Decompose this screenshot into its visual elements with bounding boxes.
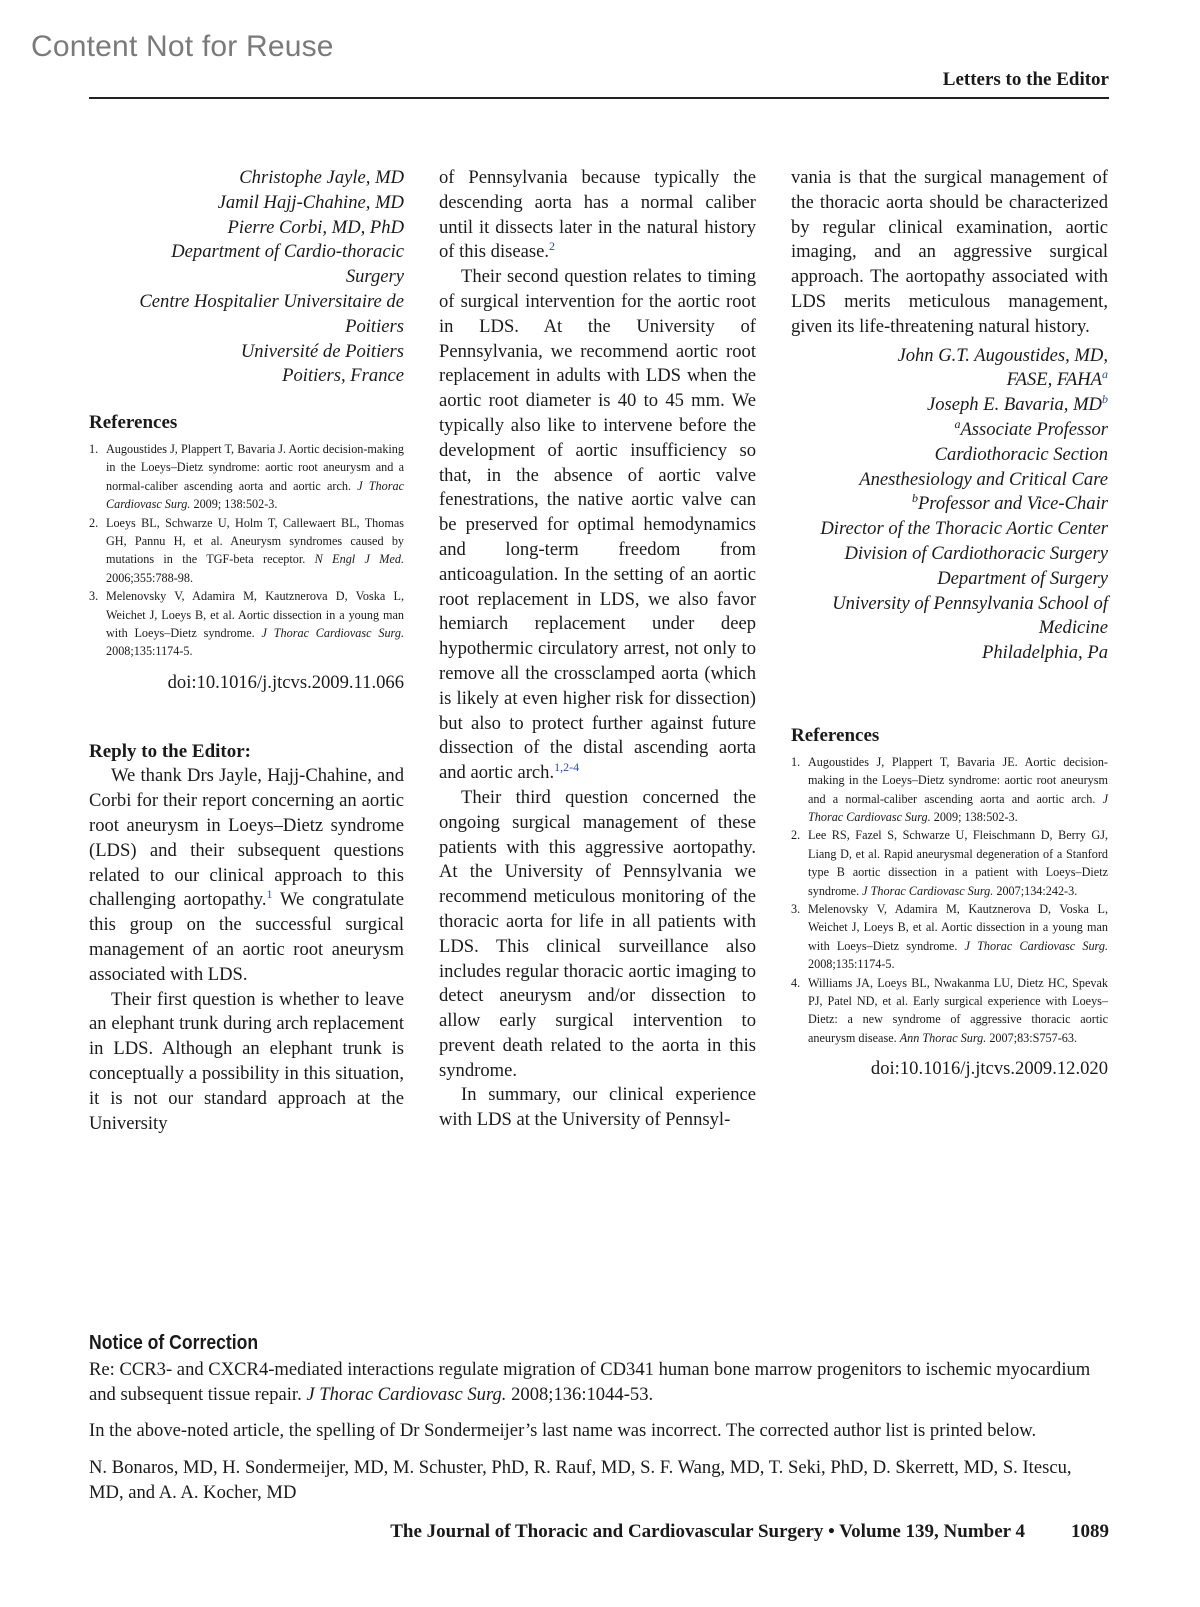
doi-line[interactable]: doi:10.1016/j.jtcvs.2009.12.020: [870, 1058, 1108, 1080]
citation-link[interactable]: 1,2-4: [554, 759, 580, 774]
references-heading: References: [89, 412, 178, 434]
signature-block-2: [791, 344, 1108, 666]
signature-line: Poitiers: [345, 315, 404, 337]
notice-author-list: N. Bonaros, MD, H. Sondermeijer, MD, M. Schuster, PhD, R. Rauf, MD, S. F. Wang, MD, T. Seki, PhD, D. Skerrett, MD, S. Itescu, MD, and A. A. Kocher, MD: [89, 1457, 1072, 1503]
signature-line: Medicine: [1038, 617, 1108, 639]
column-3: [791, 166, 1108, 1082]
signature-line: Anesthesiology and Critical Care: [859, 468, 1108, 490]
citation-link[interactable]: 2: [549, 239, 555, 254]
reply-heading: Reply to the Editor:: [89, 740, 252, 762]
reference-item: 2. Lee RS, Fazel S, Schwarze U, Fleischmann D, Berry GJ, Liang D, et al. Rapid aneurysmal degeneration of a Stanford type B aortic dissection in a patient with Loeys–Dietz syndrome. J Thorac Cardiovasc Surg. 2007;134:242-3.: [791, 828, 1108, 898]
body-paragraph: vania is that the surgical management of the thoracic aorta should be characterized by regular clinical examination, aortic imaging, and an aggressive surgical approach. The aortopathy associated with LDS merits meticulous management, given its life-threatening natural history.: [791, 167, 1108, 337]
reference-item: 1. Augoustides J, Plappert T, Bavaria JE. Aortic decision-making in the Loeys–Dietz syndrome: aortic root aneurysm and a normal-caliber ascending aorta and aortic arch. J Thorac Cardiovasc Surg. 2009; 138:502-3.: [791, 754, 1108, 824]
notice-of-correction: [89, 1331, 1109, 1518]
signature-line: Christophe Jayle, MD: [239, 167, 404, 188]
reference-item: 4. Williams JA, Loeys BL, Nwakanma LU, Dietz HC, Spevak PJ, Patel ND, et al. Early surgical experience with Loeys–Dietz: a new syndrome of aggressive thoracic aortic aneurysm disease. Ann Thorac Surg. 2007;83:S757-63.: [791, 975, 1108, 1045]
reference-item: 2. Loeys BL, Schwarze U, Holm T, Callewaert BL, Thomas GH, Pannu H, et al. Aneurysm syndromes caused by mutations in the TGF-beta receptor. N Engl J Med. 2006;355:788-98.: [89, 515, 404, 585]
signature-line: Centre Hospitalier Universitaire de: [139, 290, 404, 312]
references-list: [791, 753, 1108, 1048]
reply-paragraph: We thank Drs Jayle, Hajj-Chahine, and Corbi for their report concerning an aortic root aneurysm in Loeys–Dietz syndrome (LDS) and their subsequent questions related to our clinical approach to this challenging aortopathy.$^1$ We congratulate this group on the successful surgical management of an aortic root aneurysm associated with LDS.: [89, 765, 405, 985]
signature-line: University of Pennsylvania School of: [832, 592, 1108, 614]
signature-line: $^b$Professor and Vice-Chair: [911, 491, 1108, 515]
body-paragraph: In summary, our clinical experience with LDS at the University of Pennsyl-: [439, 1084, 756, 1131]
signature-line: John G.T. Augoustides, MD,: [897, 344, 1108, 366]
running-head: Letters to the Editor: [942, 69, 1109, 90]
column-2: [439, 166, 756, 1133]
body-paragraph: Their second question relates to timing of surgical intervention for the aortic root in LDS. At the University of Pennsylvania, we recommend aortic root replacement in adults with LDS when the aortic root diameter is 40 to 45 mm. We typically also like to intervene before the development of aortic insufficiency so that, in the absence of aortic valve fenestrations, the native aortic valve can be preserved for optimal hemodynamics and long-term freedom from anticoagulation. In the setting of an aortic root replacement in LDS, we also favor hemiarch replacement under deep hypothermic circulatory arrest, not only to remove all the crossclamped aorta (which is likely at even higher risk for dissection) but also to protect further against future dissection of the distal ascending aorta and aortic arch.$^{1,2-4}$: [439, 266, 756, 784]
reply-paragraph: Their first question is whether to leave an elephant trunk during arch replacement in LDS. Although an elephant trunk is conceptually a possibility in this situation, it is not our standard approach at the University: [89, 988, 404, 1134]
signature-line: Division of Cardiothoracic Surgery: [844, 542, 1108, 564]
watermark-text: Content Not for Reuse: [31, 30, 334, 63]
references-heading: References: [791, 724, 880, 746]
reference-item: 3. Melenovsky V, Adamira M, Kautznerova D, Voska L, Weichet J, Loeys B, et al. Aortic dissection in a young man with Loeys–Dietz syndrome. J Thorac Cardiovasc Surg. 2008;135:1174-5.: [89, 589, 404, 659]
header-rule: [89, 97, 1109, 99]
reference-item: 1. Augoustides J, Plappert T, Bavaria J. Aortic decision-making in the Loeys–Dietz syndrome: aortic root aneurysm and a normal-caliber ascending aorta and aortic arch. J Thorac Cardiovasc Surg. 2009; 138:502-3.: [89, 441, 404, 512]
signature-line: Department of Surgery: [937, 567, 1108, 589]
body-paragraph: Their third question concerned the ongoing surgical management of these patients with this aggressive aortopathy. At the University of Pennsylvania we recommend meticulous monitoring of the thoracic aorta for life in all patients with LDS. This clinical surveillance also includes regular thoracic aortic imaging to detect aneurysm and/or dissection to allow early surgical intervention to prevent death related to the aorta in this syndrome.: [439, 786, 756, 1081]
citation-link[interactable]: 1: [266, 887, 273, 902]
body-paragraph: of Pennsylvania because typically the descending aorta has a normal caliber until it dissects later in the natural history of this disease.$^2$: [439, 167, 756, 263]
signature-line: $^a$Associate Professor: [954, 416, 1108, 440]
reference-item: 3. Melenovsky V, Adamira M, Kautznerova D, Voska L, Weichet J, Loeys B, et al. Aortic dissection in a young man with Loeys–Dietz syndrome. J Thorac Cardiovasc Surg. 2008;135:1174-5.: [791, 901, 1108, 972]
notice-heading: Notice of Correction: [89, 1332, 259, 1354]
signature-line: Philadelphia, Pa: [981, 642, 1108, 664]
signature-line: Pierre Corbi, MD, PhD: [227, 216, 404, 238]
references-list: [89, 440, 404, 661]
footer-journal: The Journal of Thoracic and Cardiovascular Surgery • Volume 139, Number 4: [390, 1521, 1025, 1542]
signature-line: Department of Cardio-thoracic: [171, 241, 404, 263]
doi-line[interactable]: doi:10.1016/j.jtcvs.2009.11.066: [167, 671, 404, 693]
signature-line: Université de Poitiers: [240, 340, 404, 362]
signature-line: Cardiothoracic Section: [934, 443, 1108, 465]
signature-line: Jamil Hajj-Chahine, MD: [217, 191, 404, 213]
signature-block-1: [89, 166, 404, 389]
signature-line: Poitiers, France: [282, 365, 404, 387]
notice-correction-text: In the above-noted article, the spelling of Dr Sondermeijer’s last name was incorrect. The corrected author list is printed below.: [89, 1420, 1037, 1442]
signature-line: Joseph E. Bavaria, $MD^b$: [926, 391, 1108, 416]
page-number: 1089: [1071, 1521, 1109, 1542]
notice-reference: Re: CCR3- and CXCR4-mediated interactions regulate migration of CD341 human bone marrow progenitors to ischemic myocardium and subsequent tissue repair. J Thorac Cardiovasc Surg. 2008;136:1044-53.: [89, 1358, 1091, 1405]
column-1: [89, 166, 404, 1136]
signature-line: Director of the Thoracic Aortic Center: [820, 518, 1108, 540]
signature-line: FASE, FAHA$^a$: [1006, 367, 1108, 391]
page-footer: [390, 1521, 1109, 1543]
signature-line: Surgery: [345, 266, 404, 288]
